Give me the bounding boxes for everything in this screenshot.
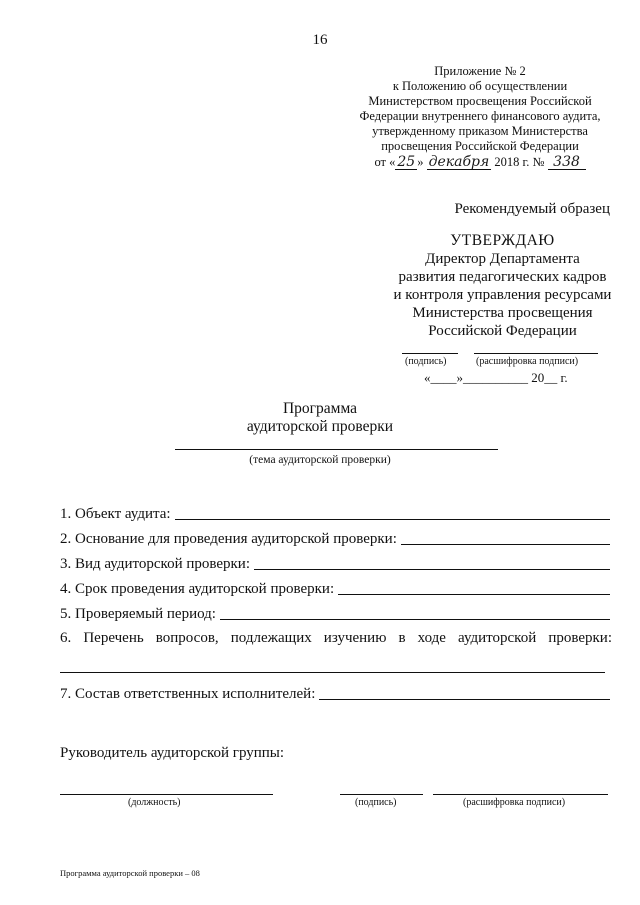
leader-signature-caption: (подпись) <box>355 797 397 808</box>
field-input-line[interactable] <box>175 518 610 520</box>
annex-year: 2018 г. № <box>494 155 545 169</box>
field-questions-line[interactable] <box>60 672 605 673</box>
annex-date-mid: » <box>417 155 424 169</box>
topic-line <box>175 449 498 450</box>
field-audit-term <box>60 578 610 598</box>
approval-block <box>380 232 625 340</box>
leader-decode-line[interactable] <box>433 794 608 795</box>
field-audited-period <box>60 603 610 623</box>
approval-heading: УТВЕРЖДАЮ <box>450 232 555 249</box>
annex-block <box>345 64 615 170</box>
program-title-block <box>0 400 640 436</box>
annex-day: 25 <box>397 154 416 170</box>
leader-signature-line[interactable] <box>340 794 423 795</box>
annex-line: Министерством просвещения Российской <box>368 94 592 108</box>
recommended-sample-label: Рекомендуемый образец <box>454 201 610 217</box>
leader-decode-caption: (расшифровка подписи) <box>463 797 566 808</box>
field-questions-label: 6. Перечень вопросов, подлежащих изучению в ходе аудиторской проверки: <box>60 630 612 646</box>
annex-line: просвещения Российской Федерации <box>381 139 579 153</box>
annex-month: декабря <box>428 154 490 170</box>
topic-caption: (тема аудиторской проверки) <box>249 454 391 466</box>
annex-line: Федерации внутреннего финансового аудита, <box>359 109 601 123</box>
annex-line: к Положению об осуществлении <box>392 79 568 93</box>
program-title: Программа <box>282 400 358 417</box>
approval-line: и контроля управления ресурсами <box>393 287 612 303</box>
field-input-line[interactable] <box>401 543 610 545</box>
field-label: 5. Проверяемый период: <box>60 606 216 622</box>
field-audit-object <box>60 503 610 523</box>
annex-line: Приложение № 2 <box>434 64 526 78</box>
approval-decode-caption: (расшифровка подписи) <box>476 356 579 367</box>
field-input-line[interactable] <box>319 698 610 700</box>
field-label: 4. Срок проведения аудиторской проверки: <box>60 581 335 597</box>
program-subtitle: аудиторской проверки <box>246 418 394 435</box>
field-audit-basis <box>60 528 610 548</box>
field-label: 1. Объект аудита: <box>60 506 171 522</box>
approval-line: Министерства просвещения <box>412 305 593 321</box>
approval-line: развития педагогических кадров <box>398 269 607 285</box>
approval-signature-line <box>402 353 458 354</box>
annex-date-line <box>345 155 615 170</box>
field-input-line[interactable] <box>254 568 610 570</box>
field-label: 2. Основание для проведения аудиторской проверки: <box>60 531 397 547</box>
field-label: 7. Состав ответственных исполнителей: <box>60 686 316 702</box>
approval-date-line: «____»__________ 20__ г. <box>424 370 568 385</box>
approval-line: Российской Федерации <box>428 323 577 339</box>
field-audit-type <box>60 553 610 573</box>
field-executors <box>60 683 610 703</box>
leader-label: Руководитель аудиторской группы: <box>60 745 285 761</box>
field-label: 3. Вид аудиторской проверки: <box>60 556 251 572</box>
leader-position-line[interactable] <box>60 794 273 795</box>
field-input-line[interactable] <box>220 618 610 620</box>
annex-number: 338 <box>548 155 586 170</box>
approval-decode-line <box>474 353 598 354</box>
leader-position-caption: (должность) <box>128 797 181 808</box>
approval-signature-caption: (подпись) <box>405 356 447 367</box>
annex-line: утвержденному приказом Министерства <box>372 124 588 138</box>
field-input-line[interactable] <box>338 593 610 595</box>
page-number: 16 <box>312 32 328 48</box>
approval-line: Директор Департамента <box>425 251 580 267</box>
annex-date-prefix: от « <box>374 155 396 169</box>
footer-code: Программа аудиторской проверки – 08 <box>60 868 200 878</box>
